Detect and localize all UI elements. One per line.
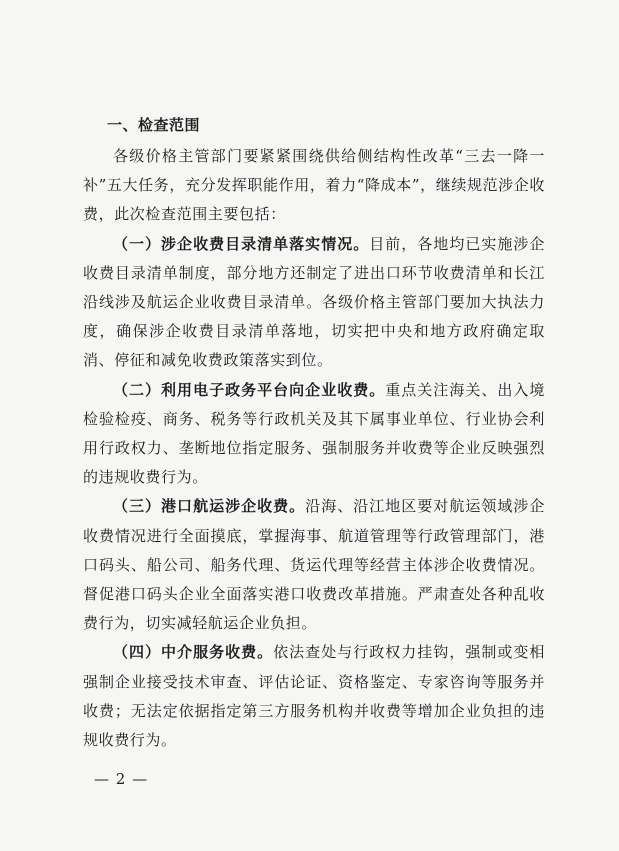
item-text-2: 重点关注海关、出入境检验检疫、商务、税务等行政机关及其下属事业单位、行业协会利用行政权力、垄断地位指定服务、强制服务并收费等企业反映强烈的违规收费行为。 [83,380,545,487]
item-lead-1: （一）涉企收费目录清单落实情况。 [113,234,370,253]
intro-paragraph: 各级价格主管部门要紧紧围绕供给侧结构性改革“三去一降一补”五大任务，充分发挥职能作用，着力“降成本”，继续规范涉企收费，此次检查范围主要包括： [83,147,545,224]
item-paragraph-4 [83,638,545,755]
item-paragraph-3 [83,492,545,638]
document-body [83,112,545,755]
item-paragraph-2 [83,376,545,493]
section-heading: 一、检查范围 [107,116,201,134]
item-paragraph-1 [83,230,545,376]
item-text-3: 沿海、沿江地区要对航运领域涉企收费情况进行全面摸底，掌握海事、航道管理等行政管理部门，港口码头、船公司、船务代理、货运代理等经营主体涉企收费情况。督促港口码头企业全面落实港口收费改革措施。严肃查处各种乱收费行为，切实减轻航运企业负担。 [83,497,545,633]
item-text-1: 目前，各地均已实施涉企收费目录清单制度，部分地方还制定了进出口环节收费清单和长江沿线涉及航运企业收费目录清单。各级价格主管部门要加大执法力度，确保涉企收费目录清单落地，切实把中央和地方政府确定取消、停征和减免收费政策落实到位。 [83,234,545,370]
page-number: — 2 — [94,770,149,788]
item-lead-2: （二）利用电子政务平台向企业收费。 [113,380,386,399]
item-text-4: 依法查处与行政权力挂钩，强制或变相强制企业接受技术审查、评估论证、资格鉴定、专家咨询等服务并收费；无法定依据指定第三方服务机构并收费等增加企业负担的违规收费行为。 [83,643,545,750]
item-lead-4: （四）中介服务收费。 [113,643,274,662]
item-lead-3: （三）港口航运涉企收费。 [113,497,306,516]
